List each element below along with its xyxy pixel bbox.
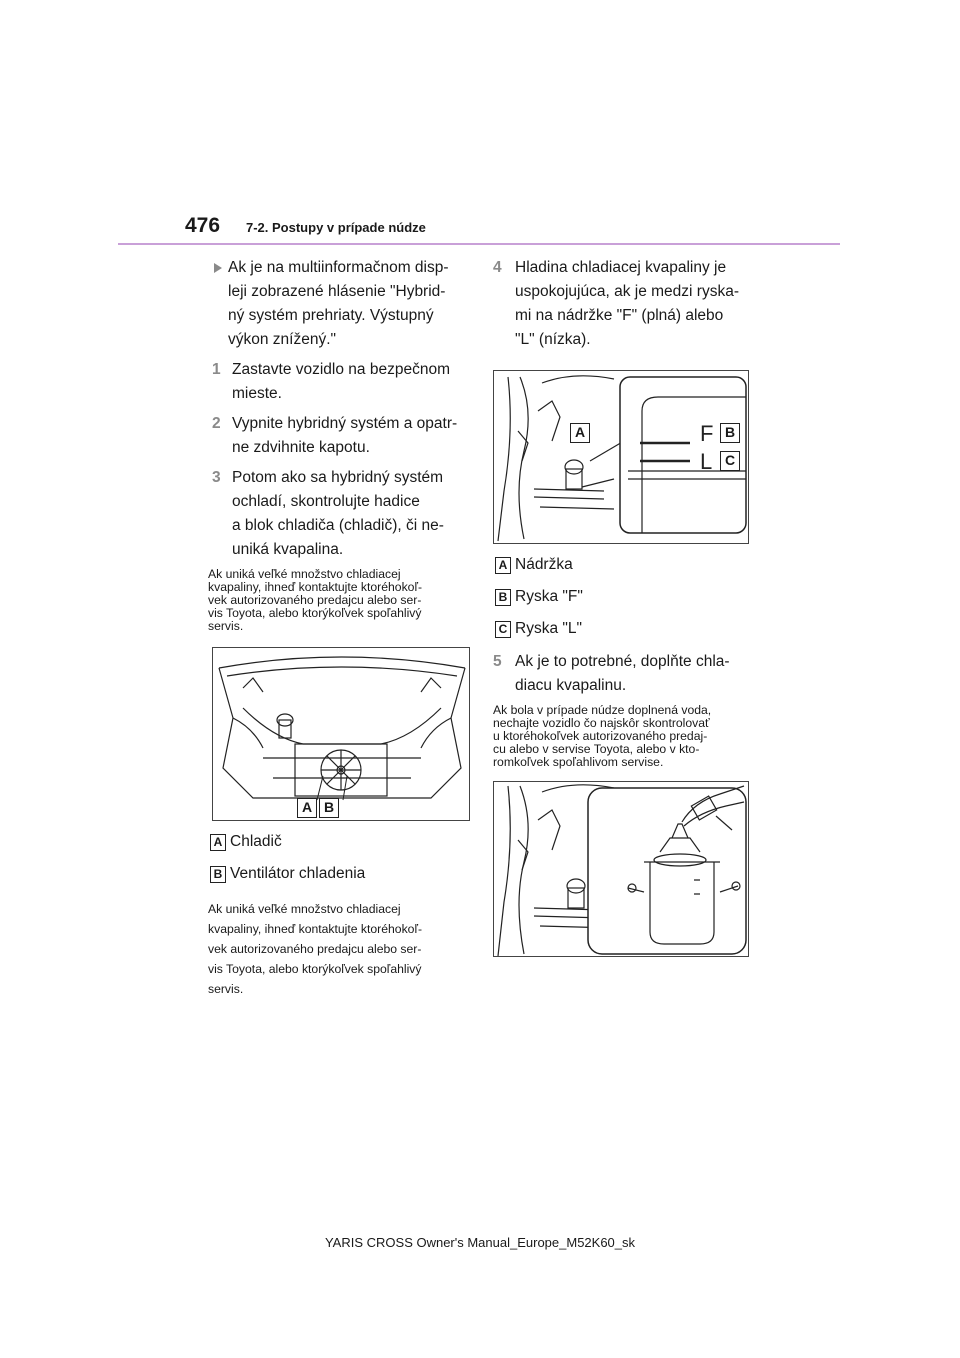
note-line: vis Toyota, alebo ktorýkoľvek spoľahlivý [208,606,422,620]
header-rule [118,243,840,245]
page-number: 476 [185,214,221,237]
step-line: a blok chladiča (chladič), či ne- [232,517,444,534]
note-line: Ak bola v prípade núdze doplnená voda, [493,703,712,717]
refill-figure [493,781,749,957]
step-line: "L" (nízka). [515,331,591,348]
legend-text: Ryska "F" [515,588,583,605]
step-2 [208,412,470,460]
legend-item-a [493,554,755,580]
engine-bay-figure [212,647,470,821]
legend-text: Ryska "L" [515,620,582,637]
legend-text: Nádržka [515,556,573,573]
warning-note-repeat [208,899,470,999]
step-number: 1 [212,361,221,378]
warning-note [208,568,470,633]
step-line: mieste. [232,385,282,402]
left-column [208,256,470,1009]
step-line: diacu kvapalinu. [515,677,627,694]
step-number: 2 [212,415,221,432]
note-line: servis. [208,619,244,633]
condition-line: výkon znížený." [228,331,337,348]
footer-manual-id: YARIS CROSS Owner's Manual_Europe_M52K60_sk [324,1235,636,1250]
condition-line: ný systém prehriaty. Výstupný [228,307,434,324]
step-5 [493,650,755,698]
legend-tag: A [495,557,511,574]
step-line: Zastavte vozidlo na bezpečnom [232,361,450,378]
figure-tag-b: B [720,423,740,443]
note-line: servis. [208,982,244,996]
section-title: 7-2. Postupy v prípade núdze [246,220,426,235]
reservoir-illustration [494,371,749,544]
step-number: 3 [212,469,221,486]
legend-tag: A [210,834,226,851]
note-line: cu alebo v servise Toyota, alebo v kto- [493,742,700,756]
step-line: Vypnite hybridný systém a opatr- [232,415,458,432]
legend-tag: C [495,621,511,638]
figure-tag-a: A [570,423,590,443]
step-4 [493,256,755,352]
step-3 [208,466,470,562]
arrow-bullet-icon [214,263,222,273]
note-line: vek autorizovaného predajcu alebo ser- [208,942,422,956]
note-line: u ktoréhokoľvek autorizovaného predaj- [493,729,708,743]
right-column [493,256,755,957]
legend-tag: B [495,589,511,606]
legend-text: Chladič [230,833,282,850]
level-mark-l: L [700,449,713,474]
legend-item-c [493,618,755,644]
note-line: kvapaliny, ihneď kontaktujte ktoréhokoľ- [208,580,423,594]
legend-tag: B [210,866,226,883]
legend-item-a [208,831,470,857]
legend-item-b [208,863,470,889]
note-line: Ak uniká veľké množstvo chladiacej [208,902,401,916]
legend-text: Ventilátor chladenia [230,865,366,882]
step-number: 4 [493,259,502,276]
step-line: uniká kvapalina. [232,541,344,558]
step-line: ochladí, skontrolujte hadice [232,493,420,510]
radiator-illustration [213,648,470,821]
step-line: Potom ako sa hybridný systém [232,469,444,486]
figure-tag-b: B [319,798,339,818]
note-line: kvapaliny, ihneď kontaktujte ktoréhokoľ- [208,922,423,936]
figure-tag-c: C [720,451,740,471]
step-1 [208,358,470,406]
note-line: vek autorizovaného predajcu alebo ser- [208,593,422,607]
condition-line: leji zobrazené hlásenie "Hybrid- [228,283,446,300]
refill-illustration [494,782,749,957]
note-line: nechajte vozidlo čo najskôr skontrolovať [493,716,710,730]
note-line: vis Toyota, alebo ktorýkoľvek spoľahlivý [208,962,422,976]
legend-item-b [493,586,755,612]
step-line: Ak je to potrebné, doplňte chla- [515,653,730,670]
reservoir-level-figure [493,370,749,544]
step-line: uspokojujúca, ak je medzi ryska- [515,283,739,300]
step-line: mi na nádržke "F" (plná) alebo [515,307,724,324]
level-mark-f: F [700,421,714,446]
condition-item [208,256,470,352]
step-line: Hladina chladiacej kvapaliny je [515,259,727,276]
note-line: romkoľvek spoľahlivom servise. [493,755,664,769]
step-number: 5 [493,653,502,670]
water-refill-note [493,704,755,769]
note-line: Ak uniká veľké množstvo chladiacej [208,567,401,581]
condition-line: Ak je na multiinformačnom disp- [228,259,449,276]
figure-tag-a: A [297,798,317,818]
step-line: ne zdvihnite kapotu. [232,439,370,456]
